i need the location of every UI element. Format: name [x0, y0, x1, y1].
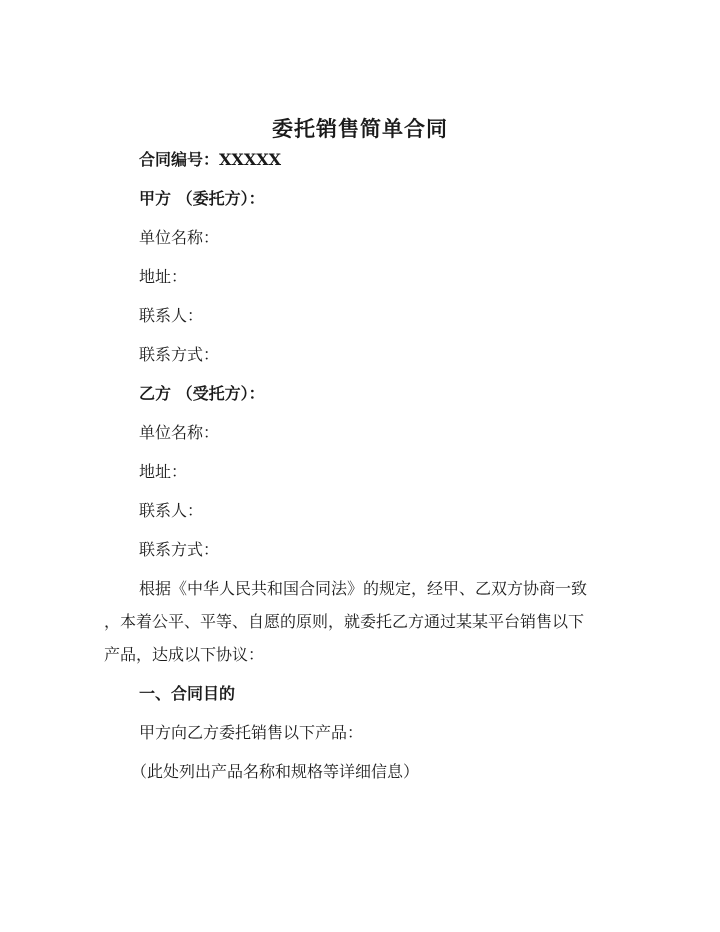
party-b-heading: 乙方 （受托方）： [139, 384, 265, 403]
intro-paragraph-line-1: 根据《中华人民共和国合同法》的规定，经甲、乙双方协商一致 [139, 579, 588, 598]
party-b-contact-method: 联系方式： [139, 540, 220, 559]
party-b-address: 地址： [139, 462, 188, 481]
party-a-address: 地址： [139, 267, 188, 286]
intro-paragraph-line-2: ，本着公平、平等、自愿的原则，就委托乙方通过某某平台销售以下 [104, 612, 585, 631]
party-a-contact-method: 联系方式： [139, 345, 220, 364]
intro-paragraph-line-3: 产品，达成以下协议： [104, 645, 265, 664]
party-a-unit-name: 单位名称： [139, 228, 220, 247]
party-a-heading: 甲方 （委托方）： [139, 189, 265, 208]
section-1-note: （此处列出产品名称和规格等详细信息） [131, 762, 420, 781]
party-b-contact: 联系人： [139, 501, 204, 520]
section-1-text: 甲方向乙方委托销售以下产品： [139, 723, 364, 742]
contract-title: 委托销售简单合同 [272, 116, 448, 141]
party-a-contact: 联系人： [139, 306, 204, 325]
section-1-heading: 一、合同目的 [139, 684, 236, 703]
party-b-unit-name: 单位名称： [139, 423, 220, 442]
contract-number: 合同编号：XXXXX [139, 150, 282, 169]
